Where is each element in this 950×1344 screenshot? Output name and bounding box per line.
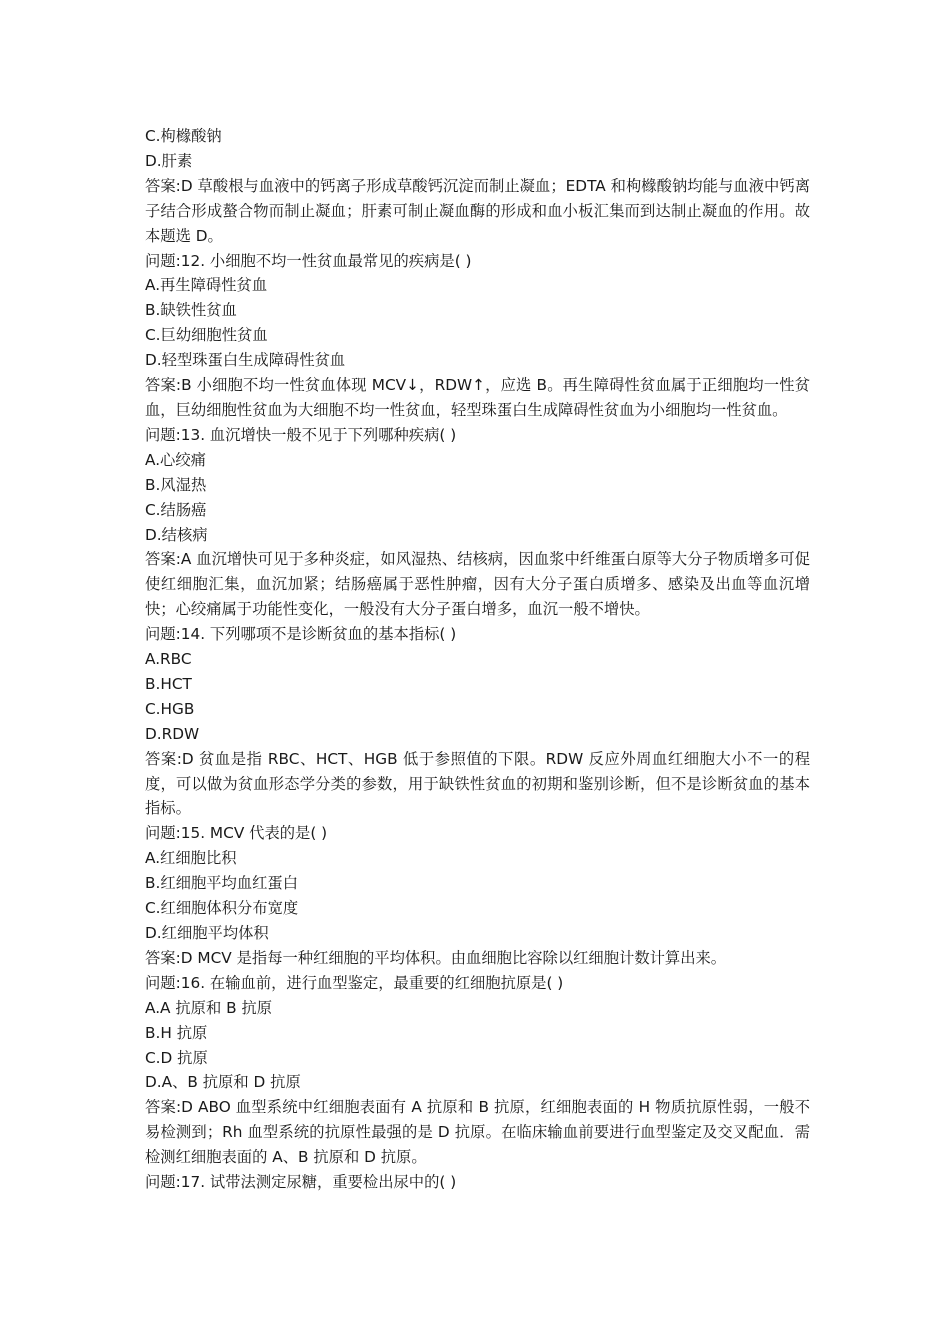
option-line: B.H 抗原 xyxy=(145,1023,208,1042)
document-page xyxy=(145,124,810,1195)
option-line: D.肝素 xyxy=(145,151,193,170)
option-line: C.巨幼细胞性贫血 xyxy=(145,326,268,345)
option-line: D.结核病 xyxy=(145,525,208,544)
answer-paragraph: 答案:A 血沉增快可见于多种炎症，如风湿热、结核病，因血浆中纤维蛋白原等大分子物质增多可促使红细胞汇集，血沉加紧；结肠癌属于恶性肿瘤，因有大分子蛋白质增多、感染及出血等血沉增快；心绞痛属于功能性变化，一般没有大分子蛋白增多，血沉一般不增快。 xyxy=(145,550,810,619)
answer-paragraph: 答案:D 贫血是指 RBC、HCT、HGB 低于参照值的下限。RDW 反应外周血红细胞大小不一的程度，可以做为贫血形态学分类的参数，用于缺铁性贫血的初期和鉴别诊断，但不是诊断贫血的基本指标。 xyxy=(145,749,810,818)
answer-paragraph: 答案:D 草酸根与血液中的钙离子形成草酸钙沉淀而制止凝血；EDTA 和枸橼酸钠均能与血液中钙离子结合形成螯合物而制止凝血；肝素可制止凝血酶的形成和血小板汇集而到达制止凝血的作用。故本题选 D。 xyxy=(145,176,810,245)
option-line: C.结肠癌 xyxy=(145,500,207,519)
option-line: A.心绞痛 xyxy=(145,450,206,469)
option-line: A.RBC xyxy=(145,650,192,669)
question-line: 问题:14. 下列哪项不是诊断贫血的基本指标( ) xyxy=(145,625,457,644)
question-line: 问题:12. 小细胞不均一性贫血最常见的疾病是( ) xyxy=(145,251,472,270)
option-line: B.风湿热 xyxy=(145,475,207,494)
question-line: 问题:17. 试带法测定尿糖，重要检出尿中的( ) xyxy=(145,1173,457,1192)
answer-paragraph: 答案:B 小细胞不均一性贫血体现 MCV↓，RDW↑，应选 B。再生障碍性贫血属于正细胞均一性贫血，巨幼细胞性贫血为大细胞不均一性贫血，轻型珠蛋白生成障碍性贫血为小细胞均一性贫血。 xyxy=(145,376,810,419)
question-line: 问题:16. 在输血前，进行血型鉴定，最重要的红细胞抗原是( ) xyxy=(145,973,564,992)
option-line: C.枸橼酸钠 xyxy=(145,127,222,145)
option-line: B.HCT xyxy=(145,674,192,693)
option-line: A.再生障碍性贫血 xyxy=(145,276,268,295)
question-line: 问题:13. 血沉增快一般不见于下列哪种疾病( ) xyxy=(145,425,457,444)
option-line: D.RDW xyxy=(145,724,200,743)
option-line: C.红细胞体积分布宽度 xyxy=(145,899,299,918)
option-line: B.红细胞平均血红蛋白 xyxy=(145,874,299,893)
option-line: D.红细胞平均体积 xyxy=(145,924,269,942)
question-line: 问题:15. MCV 代表的是( ) xyxy=(145,824,328,843)
option-line: C.HGB xyxy=(145,699,195,718)
option-line: D.A、B 抗原和 D 抗原 xyxy=(145,1073,301,1092)
option-line: A.红细胞比积 xyxy=(145,849,237,868)
option-line: B.缺铁性贫血 xyxy=(145,301,237,320)
option-line: D.轻型珠蛋白生成障碍性贫血 xyxy=(145,351,346,370)
answer-paragraph: 答案:D MCV 是指每一种红细胞的平均体积。由血细胞比容除以红细胞计数计算出来。 xyxy=(145,948,727,967)
option-line: C.D 抗原 xyxy=(145,1048,208,1067)
answer-paragraph: 答案:D ABO 血型系统中红细胞表面有 A 抗原和 B 抗原，红细胞表面的 H 物质抗原性弱，一般不易检测到；Rh 血型系统的抗原性最强的是 D 抗原。在临床输血前要进行血型鉴定及交叉配血．需检测红细胞表面的 A、B 抗原和 D 抗原。 xyxy=(145,1098,810,1167)
option-line: A.A 抗原和 B 抗原 xyxy=(145,998,273,1017)
